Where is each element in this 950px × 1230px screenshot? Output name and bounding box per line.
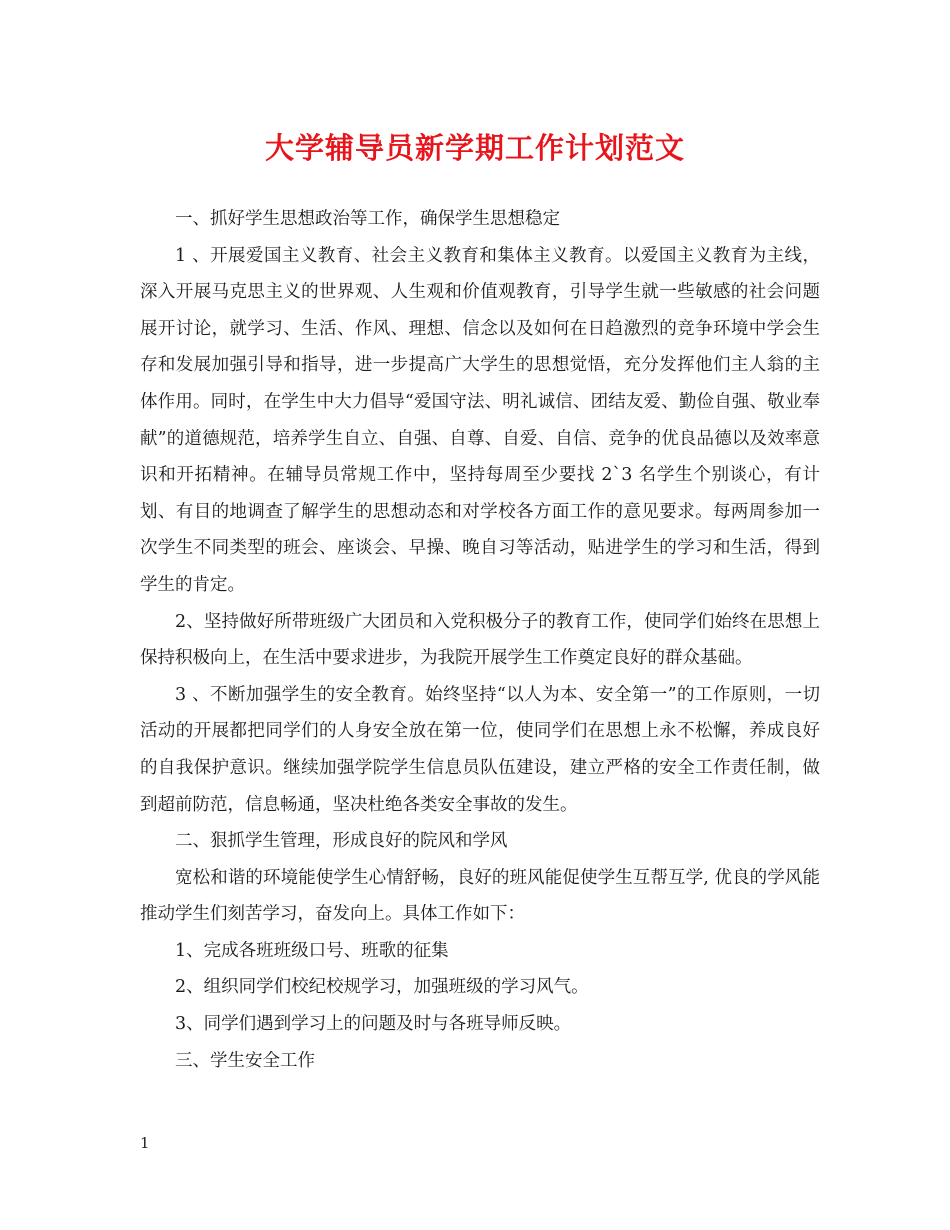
- section-heading-1: 一、抓好学生思想政治等工作，确保学生思想稳定: [175, 209, 560, 229]
- document-body: [140, 201, 820, 1079]
- paragraph-league-members: 2、坚持做好所带班级广大团员和入党积极分子的教育工作，使同学们始终在思想上保持积极向上，在生活中要求进步，为我院开展学生工作奠定良好的群众基础。: [140, 611, 820, 669]
- paragraph-patriotic-education: 1 、开展爱国主义教育、社会主义教育和集体主义教育。以爱国主义教育为主线，深入开展马克思主义的世界观、人生观和价值观教育，引导学生就一些敏感的社会问题展开讨论，就学习、生活、作风、理想、信念以及如何在日趋激烈的竞争环境中学会生存和发展加强引导和指导，进一步提高广大学生的思想觉悟，充分发挥他们主人翁的主体作用。同时，在学生中大力倡导“爱国守法、明礼诚信、团结友爱、勤俭自强、敬业奉献”的道德规范，培养学生自立、自强、自尊、自爱、自信、竞争的优良品德以及效率意识和开拓精神。在辅导员常规工作中，坚持每周至少要找 2`3 名学生个别谈心，有计划、有目的地调查了解学生的思想动态和对学校各方面工作的意见要求。每两周参加一次学生不同类型的班会、座谈会、早操、晚自习等活动，贴进学生的学习和生活，得到学生的肯定。: [140, 245, 820, 595]
- page-number: 1: [140, 1134, 150, 1152]
- list-item: 1、完成各班班级口号、班歌的征集: [175, 940, 449, 961]
- page-title: 大学辅导员新学期工作计划范文: [264, 131, 685, 165]
- paragraph-environment: 宽松和谐的环境能使学生心情舒畅，良好的班风能促使学生互帮互学, 优良的学风能推动学生们刻苦学习，奋发向上。具体工作如下：: [140, 867, 820, 925]
- list-item: 2、组织同学们校纪校规学习，加强班级的学习风气。: [175, 977, 589, 998]
- paragraph-safety-education: 3 、不断加强学生的安全教育。始终坚持“以人为本、安全第一”的工作原则，一切活动的开展都把同学们的人身安全放在第一位，使同学们在思想上永不松懈，养成良好的自我保护意识。继续加强学院学生信息员队伍建设，建立严格的安全工作责任制，做到超前防范，信息畅通，坚决杜绝各类安全事故的发生。: [140, 684, 820, 815]
- section-heading-2: 二、狠抓学生管理，形成良好的院风和学风: [175, 831, 508, 852]
- list-item: 3、同学们遇到学习上的问题及时与各班导师反映。: [175, 1014, 572, 1035]
- section-heading-3: 三、学生安全工作: [175, 1050, 315, 1071]
